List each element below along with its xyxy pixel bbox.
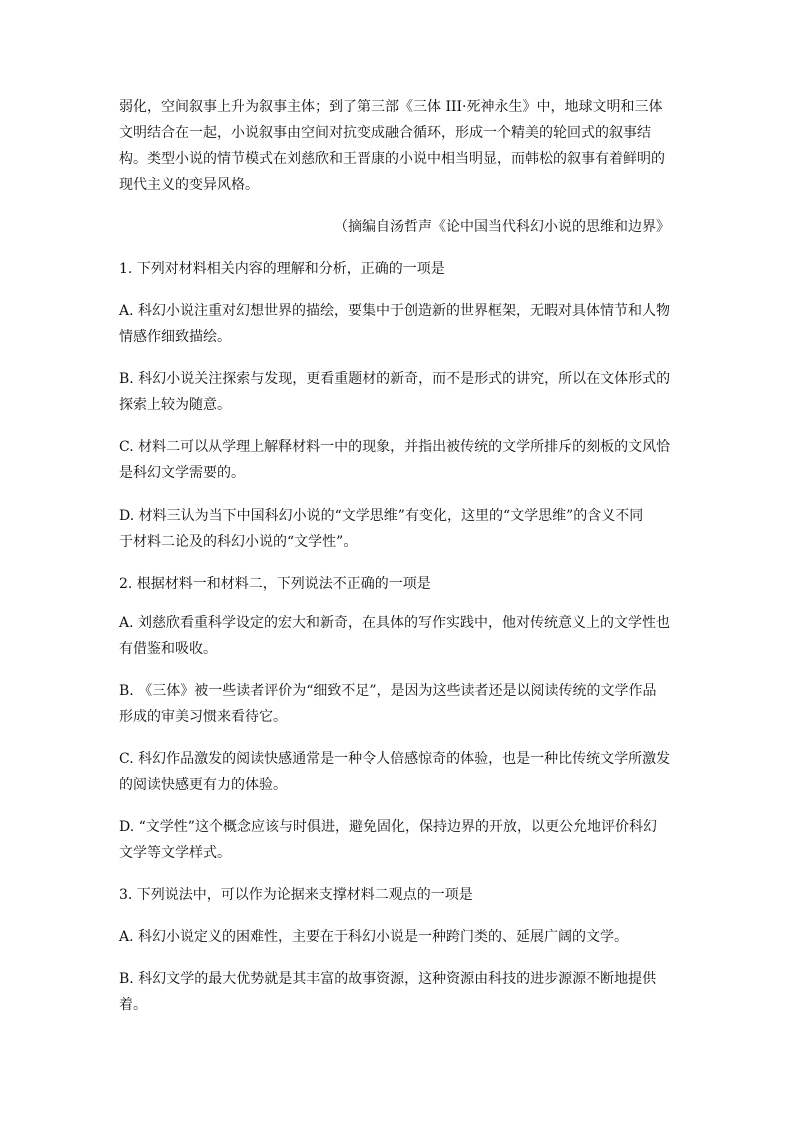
intro-line-2: 文明结合在一起，小说叙事由空间对抗变成融合循环，形成一个精美的轮回式的叙事结 [119, 125, 651, 141]
q2-option-c-line2: 的阅读快感更有力的体验。 [119, 777, 287, 793]
q2-option-b-line2: 形成的审美习惯来看待它。 [119, 709, 287, 725]
question-3-stem: 3. 下列说法中，可以作为论据来支撑材料二观点的一项是 [119, 887, 473, 903]
q3-option-a-line1: A. 科幻小说定义的困难性，主要在于科幻小说是一种跨门类的、延展广阔的文学。 [119, 929, 629, 945]
question-2-stem: 2. 根据材料一和材料二，下列说法不正确的一项是 [119, 576, 431, 592]
q2-option-d-line2: 文学等文学样式。 [119, 845, 231, 861]
q3-option-b-line1: B. 科幻文学的最大优势就是其丰富的故事资源，这种资源由科技的进步源源不断地提供 [119, 971, 657, 987]
q1-option-b-line2: 探索上较为随意。 [119, 397, 231, 413]
q1-option-b-line1: B. 科幻小说关注探索与发现，更看重题材的新奇，而不是形式的讲究，所以在文体形式的 [119, 371, 671, 387]
intro-line-4: 现代主义的变异风格。 [119, 177, 259, 193]
q2-option-a-line2: 有借鉴和吸收。 [119, 641, 217, 657]
q2-option-d-line1: D. “文学性”这个概念应该与时俱进，避免固化，保持边界的开放，以更公允地评价科幻 [119, 819, 657, 835]
intro-line-3: 构。类型小说的情节模式在刘慈欣和王晋康的小说中相当明显，而韩松的叙事有着鲜明的 [119, 151, 665, 167]
q2-option-a-line1: A. 刘慈欣看重科学设定的宏大和新奇，在具体的写作实践中，他对传统意义上的文学性也 [119, 615, 671, 631]
q3-option-b-line2: 着。 [119, 997, 147, 1013]
q2-option-c-line1: C. 科幻作品激发的阅读快感通常是一种令人倍感惊奇的体验，也是一种比传统文学所激发 [119, 751, 671, 767]
intro-line-1: 弱化，空间叙事上升为叙事主体；到了第三部《三体 III·死神永生》中，地球文明和三体 [119, 99, 663, 115]
q1-option-d-line1: D. 材料三认为当下中国科幻小说的“文学思维”有变化，这里的“文学思维”的含义不同 [119, 508, 644, 524]
q1-option-c-line1: C. 材料二可以从学理上解释材料一中的现象，并指出被传统的文学所排斥的刻板的文风恰 [119, 439, 671, 455]
q1-option-a-line2: 情感作细致描绘。 [119, 329, 231, 345]
q2-option-b-line1: B. 《三体》被一些读者评价为“细致不足”，是因为这些读者还是以阅读传统的文学作品 [119, 683, 657, 699]
question-1-stem: 1. 下列对材料相关内容的理解和分析，正确的一项是 [119, 261, 445, 277]
q1-option-d-line2: 于材料二论及的科幻小说的“文学性”。 [119, 534, 358, 550]
q1-option-a-line1: A. 科幻小说注重对幻想世界的描绘，要集中于创造新的世界框架，无暇对具体情节和人物 [119, 303, 671, 319]
source-citation: （摘编自汤哲声《论中国当代科幻小说的思维和边界》 [334, 219, 670, 235]
q1-option-c-line2: 是科幻文学需要的。 [119, 465, 245, 481]
